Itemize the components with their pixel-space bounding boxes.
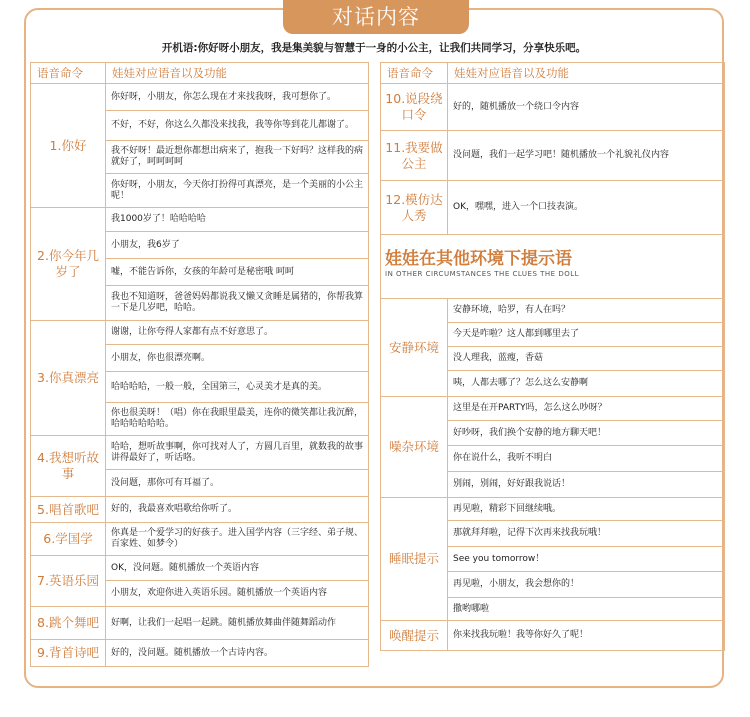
section-title: 娃娃在其他环境下提示语 <box>385 248 572 269</box>
response-text: 没问题，那你可有耳福了。 <box>106 470 369 497</box>
env-label: 睡眠提示 <box>381 498 448 621</box>
startup-greeting: 开机语:你好呀小朋友，我是集美貌与智慧于一身的小公主，让我们共同学习，分享快乐吧。 <box>161 42 587 54</box>
command-label: 2.你今年几岁了 <box>31 208 106 321</box>
response-text: 好的，我最喜欢唱歌给你听了。 <box>106 497 369 523</box>
prompt-text: 这里是在开PARTY吗，怎么这么吵呀？ <box>448 397 725 421</box>
command-label: 3.你真漂亮 <box>31 321 106 436</box>
env-label: 唤醒提示 <box>381 621 448 651</box>
prompt-text: 你在说什么，我听不明白 <box>448 446 725 472</box>
response-text: 没问题，我们一起学习吧！随机播放一个礼貌礼仪内容 <box>448 131 725 181</box>
prompt-text: 咦，人都去哪了？怎么这么安静啊 <box>448 371 725 397</box>
response-text: OK，嘿嘿，进入一个口技表演。 <box>448 181 725 235</box>
response-text: 哈哈哈哈，一般一般，全国第三，心灵美才是真的美。 <box>106 372 369 403</box>
prompt-text: See you tomorrow！ <box>448 547 725 572</box>
prompt-text: 别闹，别闹，好好跟我说话！ <box>448 472 725 498</box>
response-text: 我不好呀！最近想你都想出病来了，抱我一下好吗？这样我的病就好了，呵呵呵呵 <box>106 141 369 174</box>
response-text: 好的，随机播放一个绕口令内容 <box>448 84 725 131</box>
prompt-text: 再见啦，精彩下回继续哦。 <box>448 498 725 521</box>
response-text: 我也不知道呀，爸爸妈妈都说我又懒又贪睡是属猪的，你帮我算一下是几岁吧，哈哈。 <box>106 286 369 321</box>
command-label: 5.唱首歌吧 <box>31 497 106 523</box>
prompt-text: 没人理我，蓝瘦，香菇 <box>448 347 725 371</box>
prompt-text: 你来找我玩啦！我等你好久了呢！ <box>448 621 725 651</box>
response-text: 小朋友，我6岁了 <box>106 232 369 259</box>
command-label: 10.说段绕口令 <box>381 84 448 131</box>
left-command-table <box>30 62 369 667</box>
command-label: 9.背首诗吧 <box>31 640 106 667</box>
header-voice-command: 语音命令 <box>31 63 106 84</box>
response-text: 小朋友，欢迎你进入英语乐园。随机播放一个英语内容 <box>106 581 369 607</box>
command-label: 12.模仿达人秀 <box>381 181 448 235</box>
section-header <box>381 235 725 299</box>
prompt-text: 撒哟哪啦 <box>448 598 725 621</box>
prompt-text: 今天是咋啦？这人都到哪里去了 <box>448 323 725 347</box>
prompt-text: 再见啦，小朋友，我会想你的！ <box>448 572 725 598</box>
response-text: 我1000岁了！哈哈哈哈 <box>106 208 369 232</box>
response-text: 你好呀，小朋友，今天你打扮得可真漂亮，是一个美丽的小公主呢！ <box>106 174 369 208</box>
response-text: 好啊，让我们一起唱一起跳。随机播放舞曲伴随舞蹈动作 <box>106 607 369 640</box>
header-voice-command: 语音命令 <box>381 63 448 84</box>
prompt-text: 好吵呀，我们换个安静的地方聊天吧！ <box>448 421 725 446</box>
env-label: 安静环境 <box>381 299 448 397</box>
command-label: 1.你好 <box>31 84 106 208</box>
env-label: 噪杂环境 <box>381 397 448 498</box>
header-doll-response: 娃娃对应语音以及功能 <box>448 63 725 84</box>
response-text: OK，没问题。随机播放一个英语内容 <box>106 556 369 581</box>
command-label: 4.我想听故事 <box>31 436 106 497</box>
response-text: 好的，没问题。随机播放一个古诗内容。 <box>106 640 369 667</box>
prompt-text: 那就拜拜啦，记得下次再来找我玩哦！ <box>448 521 725 547</box>
response-text: 不好，不好，你这么久都没来找我，我等你等到花儿都谢了。 <box>106 111 369 141</box>
response-text: 谢谢，让你夸得人家都有点不好意思了。 <box>106 321 369 345</box>
section-subtitle: IN OTHER CIRCUMSTANCES THE CLUES THE DOLL <box>385 269 580 278</box>
header-doll-response: 娃娃对应语音以及功能 <box>106 63 369 84</box>
response-text: 你真是一个爱学习的好孩子。进入国学内容（三字经、弟子规、百家姓、如梦令） <box>106 523 369 556</box>
command-label: 8.跳个舞吧 <box>31 607 106 640</box>
response-text: 小朋友，你也很漂亮啊。 <box>106 345 369 372</box>
command-label: 7.英语乐园 <box>31 556 106 607</box>
command-label: 11.我要做公主 <box>381 131 448 181</box>
response-text: 哈哈，想听故事啊，你可找对人了，方圆几百里，就数我的故事讲得最好了，听话咯。 <box>106 436 369 470</box>
right-command-table <box>380 62 725 651</box>
response-text: 嘘，不能告诉你，女孩的年龄可是秘密哦 呵呵 <box>106 259 369 286</box>
page-title: 对话内容 <box>283 0 469 34</box>
command-label: 6.学国学 <box>31 523 106 556</box>
response-text: 你也很美呀！（唱）你在我眼里最美，连你的微笑都让我沉醉，哈哈哈哈哈哈。 <box>106 403 369 436</box>
prompt-text: 安静环境，哈罗，有人在吗？ <box>448 299 725 323</box>
response-text: 你好呀，小朋友，你怎么现在才来找我呀，我可想你了。 <box>106 84 369 111</box>
